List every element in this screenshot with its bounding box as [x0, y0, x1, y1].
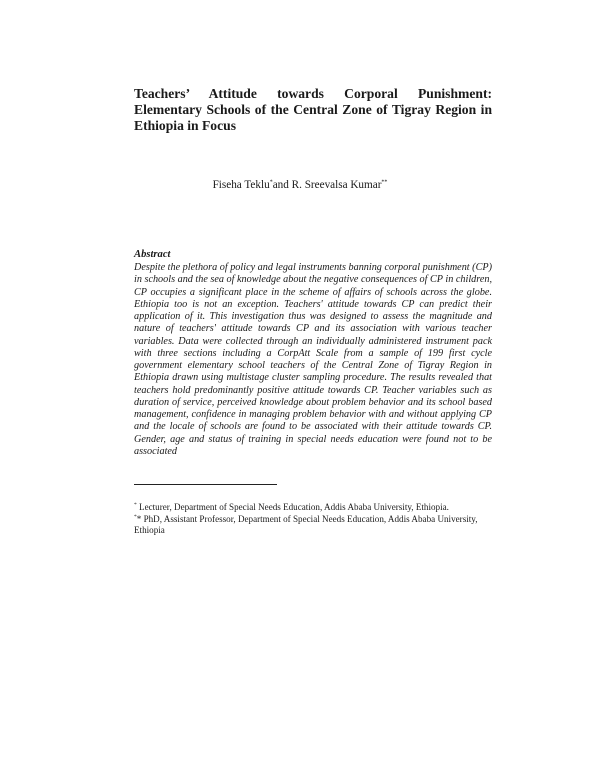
footnote-divider: [134, 484, 277, 485]
author-2-footnote-mark: **: [381, 179, 388, 186]
footnote-2-text: * PhD, Assistant Professor, Department of Special Needs Education, Addis Ababa University, Ethiopia: [134, 513, 478, 536]
abstract-heading: Abstract: [134, 249, 171, 260]
footnote-2: [134, 514, 492, 537]
footnote-1-text: Lecturer, Department of Special Needs Education, Addis Ababa University, Ethiopia.: [136, 502, 449, 512]
abstract-section: [134, 248, 492, 458]
footnote-1: [134, 502, 492, 514]
footnote-2-mark: *: [134, 513, 137, 520]
author-1-name: Fiseha Teklu: [212, 179, 270, 191]
paper-title: [134, 86, 492, 135]
abstract-body: Despite the plethora of policy and legal instruments banning corporal punishment (CP) in schools and the sea of knowledge about the negative consequences of CP in children, CP occupies a significant place in the scheme of affairs of schools across the globe. Ethiopia too is not an exception. Teachers' attitude towards CP can predict their application of it. This investigation thus was designed to assess the magnitude and nature of teachers' attitude towards CP and its association with various teacher variables. Data were collected through an individually administered instrument pack with three sections including a CorpAtt Scale from a sample of 199 first cycle government elementary school teachers of the Central Zone of Tigray Region in Ethiopia drawn using multistage cluster sampling procedure. The results revealed that teachers hold predominantly positive attitude towards CP. Teacher variables such as duration of service, perceived knowledge about problem behavior and its school based management, confidence in managing problem behavior with and without applying CP and the locale of schools are found to be associated with their attitude towards CP. Gender, age and status of training in special needs education were found not to be associated: [134, 262, 492, 457]
title-line-1: Teachers’ Attitude towards Corporal Punishment:: [134, 86, 492, 101]
author-2-name: and R. Sreevalsa Kumar: [272, 179, 382, 191]
title-line-3: Ethiopia in Focus: [134, 118, 236, 134]
author-line: [0, 178, 600, 192]
title-line-2: Elementary Schools of the Central Zone of Tigray Region in: [134, 102, 492, 118]
footnotes: [134, 502, 492, 537]
author-1-footnote-mark: *: [269, 179, 273, 186]
footnote-1-mark: *: [134, 501, 137, 508]
